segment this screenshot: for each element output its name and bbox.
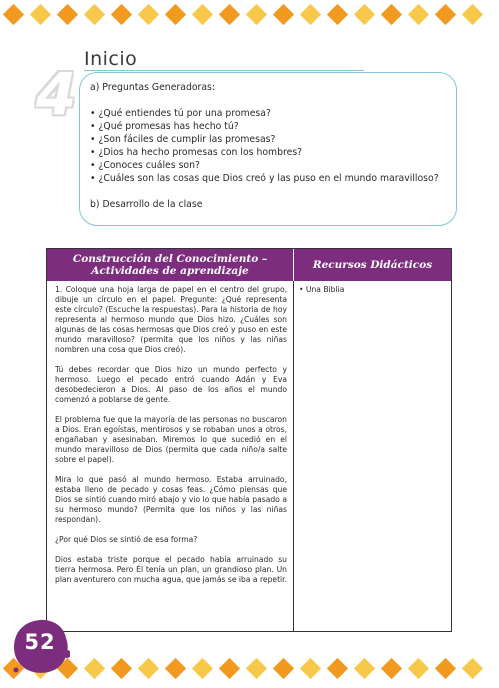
decorative-diamond bbox=[192, 4, 213, 25]
question-item: • ¿Qué promesas has hecho tú? bbox=[90, 121, 239, 132]
bottom-diamond-border bbox=[0, 656, 499, 682]
decorative-diamond bbox=[435, 4, 456, 25]
activity-paragraph: Dios estaba triste porque el pecado había arruinado su tierra hermosa. Pero Él tenía un plan, un grandioso plan. Un plan aventurero con mucha agua, que jamás se iba a repetir. bbox=[55, 555, 288, 584]
decorative-diamond bbox=[111, 658, 132, 679]
decorative-diamond bbox=[300, 4, 321, 25]
decorative-diamond bbox=[435, 658, 456, 679]
question-item: • ¿Dios ha hecho promesas con los hombres? bbox=[90, 147, 303, 158]
decorative-diamond bbox=[327, 658, 348, 679]
decorative-diamond bbox=[165, 4, 186, 25]
decorative-diamond bbox=[273, 658, 294, 679]
decorative-diamond bbox=[246, 658, 267, 679]
question-item: • ¿Son fáciles de cumplir las promesas? bbox=[90, 134, 276, 145]
header-didactic-resources bbox=[293, 249, 451, 281]
header-knowledge-construction bbox=[47, 249, 293, 281]
activity-paragraph: Mira lo que pasó al mundo hermoso. Estaba arruinado, estaba lleno de pecado y cosas feas. ¿Cómo piensas que Dios se sintió cuando miró abajo y vio lo que había pasado a su hermoso mundo? (Permita que los niños y las niñas respondan). bbox=[55, 475, 287, 524]
decorative-diamond bbox=[57, 4, 78, 25]
decorative-diamond bbox=[408, 4, 429, 25]
question-item: • ¿Conoces cuáles son? bbox=[90, 160, 200, 171]
decorative-diamond bbox=[462, 658, 483, 679]
decorative-diamond bbox=[273, 4, 294, 25]
decorative-diamond bbox=[381, 658, 402, 679]
activities-table bbox=[46, 248, 452, 632]
inicio-box bbox=[79, 72, 457, 226]
column-divider bbox=[293, 281, 294, 631]
activity-paragraph: Tú debes recordar que Dios hizo un mundo perfecto y hermoso. Luego el pecado entró cuando Adán y Eva desobedecieron a Dios. Al paso de los años el mundo comenzó a poblarse de gente. bbox=[55, 365, 287, 404]
question-item: • ¿Qué entiendes tú por una promesa? bbox=[90, 108, 271, 119]
decorative-diamond bbox=[165, 658, 186, 679]
decorative-diamond bbox=[462, 4, 483, 25]
header-left-line2: Actividades de aprendizaje bbox=[91, 265, 249, 277]
header-left-line1: Construcción del Conocimiento – bbox=[72, 253, 268, 265]
activity-paragraph: ¿Por qué Dios se sintió de esa forma? bbox=[55, 535, 198, 544]
resources-column bbox=[299, 285, 447, 295]
decorative-diamond bbox=[84, 4, 105, 25]
decorative-diamond bbox=[192, 658, 213, 679]
decorative-diamond bbox=[246, 4, 267, 25]
decorative-diamond bbox=[219, 658, 240, 679]
question-item: • ¿Cuáles son las cosas que Dios creó y las puso en el mundo maravilloso? bbox=[90, 173, 439, 184]
section-number: 4 bbox=[36, 60, 77, 128]
activity-paragraph: El problema fue que la mayoría de las personas no buscaron a Dios. Eran egoístas, mentirosos y se robaban unos a otros, engañaban y asesinaban. Miremos lo que sucedió en el mundo maravilloso de Dios (permita que cada niño/a salte sobre el papel). bbox=[55, 415, 287, 464]
decorative-diamond bbox=[3, 4, 24, 25]
page-number: 52 bbox=[24, 630, 56, 654]
class-development-heading: b) Desarrollo de la clase bbox=[90, 199, 203, 210]
decorative-diamond bbox=[300, 658, 321, 679]
table-header bbox=[47, 249, 451, 281]
resource-item: • Una Biblia bbox=[299, 285, 345, 294]
decorative-diamond bbox=[84, 658, 105, 679]
decorative-diamond bbox=[408, 658, 429, 679]
decorative-diamond bbox=[138, 4, 159, 25]
decorative-diamond bbox=[30, 4, 51, 25]
decorative-diamond bbox=[354, 4, 375, 25]
decorative-diamond bbox=[354, 658, 375, 679]
decorative-diamond bbox=[138, 658, 159, 679]
decorative-diamond bbox=[219, 4, 240, 25]
title-underline bbox=[84, 70, 364, 71]
generating-questions-heading: a) Preguntas Generadoras: bbox=[90, 82, 216, 93]
activity-paragraph: 1. Coloque una hoja larga de papel en el centro del grupo, dibuje un círculo en el papel. Pregunte: ¿Qué representa este círculo? (Escuche la respuestas). Para la historia de hoy representa al hermoso mundo que Dios hizo. ¿Cuáles son algunas de las cosas hermosas que Dios creó y puso en este mundo maravilloso? (permita que los niños y las niñas nombren una cosa que Dios creó). bbox=[55, 285, 287, 354]
header-right-label: Recursos Didácticos bbox=[312, 259, 433, 271]
section-title: Inicio bbox=[84, 48, 138, 70]
activities-column bbox=[55, 285, 287, 595]
decorative-diamond bbox=[111, 4, 132, 25]
top-diamond-border bbox=[0, 2, 499, 28]
decorative-diamond bbox=[327, 4, 348, 25]
decorative-diamond bbox=[381, 4, 402, 25]
